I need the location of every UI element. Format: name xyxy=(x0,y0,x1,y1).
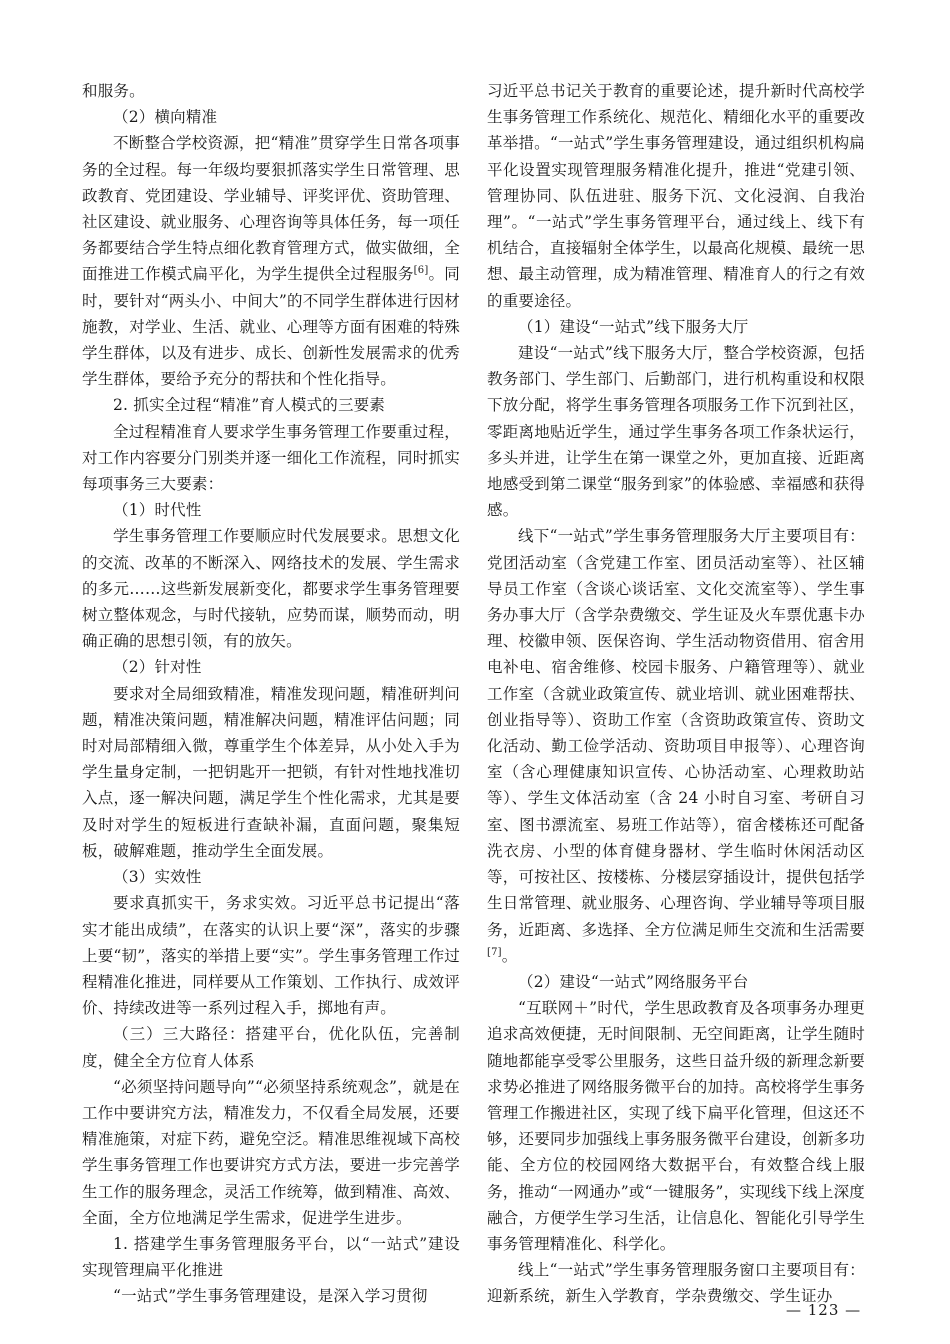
left-column xyxy=(82,78,460,1310)
paragraph: 和服务。 xyxy=(82,82,145,100)
subheading: （1）建设“一站式”线下服务大厅 xyxy=(518,317,749,336)
paragraph-text: 。 xyxy=(501,946,518,965)
subheading: 1. 搭建学生事务管理服务平台，以“一站式”建设实现管理扁平化推进 xyxy=(82,1234,460,1280)
subheading: 2. 抓实全过程“精准”育人模式的三要素 xyxy=(113,396,386,415)
paragraph xyxy=(82,130,460,392)
paragraph: “一站式”学生事务管理建设，是深入学习贯彻 xyxy=(113,1287,428,1306)
paragraph xyxy=(487,523,865,968)
paragraph-text: 不断整合学校资源，把“精准”贯穿学生日常各项事务的全过程。每一年级均要狠抓落实学生日常管理、思政教育、党团建设、学业辅导、评奖评优、资助管理、社区建设、就业服务、心理咨询等具体任务，每一项任务都要结合学生特点细化教育管理方式，做实做细，全面推进工作模式扁平化，为学生提供全过程服务 xyxy=(82,134,460,284)
citation-ref: [7] xyxy=(487,946,502,958)
subheading: （3）实效性 xyxy=(113,868,202,887)
citation-ref: [6] xyxy=(413,265,429,277)
paragraph: 要求对全局细致精准，精准发现问题，精准研判问题，精准决策问题，精准解决问题，精准评估问题；同时对局部精细入微，尊重学生个体差异，从小处入手为学生量身定制，一把钥匙开一把锁，有针对性地找准切入点，逐一解决问题，满足学生个性化需求，尤其是要及时对学生的短板进行查缺补漏，直面问题，聚集短板，破解难题，推动学生全面发展。 xyxy=(82,684,460,860)
subheading: （2）针对性 xyxy=(113,658,202,677)
subheading: （1）时代性 xyxy=(113,501,202,520)
paragraph: 线上“一站式”学生事务管理服务窗口主要项目有：迎新系统，新生入学教育，学杂费缴交、学生证办 xyxy=(487,1261,865,1306)
subheading: （2）横向精准 xyxy=(113,108,218,127)
paragraph: 学生事务管理工作要顺应时代发展要求。思想文化的交流、改革的不断深入、网络技术的发展、学生需求的多元……这些新发展新变化，都要求学生事务管理要树立整体观念，与时代接轨，应势而谋，顺势而动，明确正确的思想引领，有的放矢。 xyxy=(82,527,460,651)
section-heading: （三）三大路径：搭建平台，优化队伍，完善制度，健全全方位育人体系 xyxy=(82,1025,460,1070)
paragraph: “必须坚持问题导向”“必须坚持系统观念”，就是在工作中要讲究方法，精准发力，不仅看全局发展，还要精准施策，对症下药，避免空泛。精准思维视域下高校学生事务管理工作也要讲究方式方法，要进一步完善学生工作的服务理念，灵活工作统筹，做到精准、高效、全面，全方位地满足学生需求，促进学生进步。 xyxy=(82,1077,460,1227)
paragraph: “互联网＋”时代，学生思政教育及各项事务办理更追求高效便捷，无时间限制、无空间距离，让学生随时随地都能享受零公里服务，这些日益升级的新理念新要求势必推进了网络服务微平台的加持。高校将学生事务管理工作搬进社区，实现了线下扁平化管理，但这还不够，还要同步加强线上事务服务微平台建设，创新多功能、全方位的校园网络大数据平台，有效整合线上服务，推动“一网通办”或“一键服务”，实现线下线上深度融合，方便学生学习生活，让信息化、智能化引导学生事务管理精准化、科学化。 xyxy=(487,999,865,1253)
right-column xyxy=(487,78,865,1310)
page-number: — 123 — xyxy=(786,1301,862,1319)
paragraph-text: 。同时，要针对“两头小、中间大”的不同学生群体进行因材施教，对学业、生活、就业、心理等方面有困难的特殊学生群体，以及有进步、成长、创新性发展需求的优秀学生群体，要给予充分的帮扶和个性化指导。 xyxy=(82,265,461,389)
paragraph: 全过程精准育人要求学生事务管理工作要重过程，对工作内容要分门别类并逐一细化工作流程，同时抓实每项事务三大要素： xyxy=(82,422,460,494)
subheading: （2）建设“一站式”网络服务平台 xyxy=(518,972,749,991)
paragraph-text: 线下“一站式”学生事务管理服务大厅主要项目有：党团活动室（含党建工作室、团员活动室等）、社区辅导员工作室（含谈心谈话室、文化交流室等）、学生事务办事大厅（含学杂费缴交、学生证及火车票优惠卡办理、校徽申领、医保咨询、学生活动物资借用、宿舍用电补电、宿舍维修、校园卡服务、户籍管理等）、就业工作室（含就业政策宣传、就业培训、就业困难帮扶、创业指导等）、资助工作室（含资助政策宣传、资助文化活动、勤工俭学活动、资助项目申报等）、心理咨询室（含心理健康知识宣传、心协活动室、心理救助站等）、学生文体活动室（含 24 小时自习室、考研自习室、图书漂流室、易班工作站等），宿舍楼栋还可配备洗衣房、小型的体育健身器材、学生临时休闲活动区等，可按社区、按楼栋、分楼层穿插设计，提供包括学生日常管理、就业服务、心理咨询、学业辅导等项目服务，近距离、多选择、全方位满足师生交流和生活需要 xyxy=(487,527,865,939)
paragraph: 习近平总书记关于教育的重要论述，提升新时代高校学生事务管理工作系统化、规范化、精细化水平的重要改革举措。“一站式”学生事务管理建设，通过组织机构扁平化设置实现管理服务精准化提升，推进“党建引领、管理协同、队伍进驻、服务下沉、文化浸润、自我治理”。“一站式”学生事务管理平台，通过线上、线下有机结合，直接辐射全体学生，以最高化规模、最统一思想、最主动管理，成为精准管理、精准育人的行之有效的重要途径。 xyxy=(487,82,865,310)
paragraph: 要求真抓实干，务求实效。习近平总书记提出“落实才能出成绩”，在落实的认识上要“深”，落实的步骤上要“韧”，落实的举措上要“实”。学生事务管理工作过程精准化推进，同样要从工作策划、工作执行、成效评价、持续改进等一系列过程入手，掷地有声。 xyxy=(82,894,460,1018)
paragraph: 建设“一站式”线下服务大厅，整合学校资源，包括教务部门、学生部门、后勤部门，进行机构重设和权限下放分配，将学生事务管理各项服务工作下沉到社区，零距离地贴近学生，通过学生事务各项工作条状运行，多头并进，让学生在第一课堂之外，更加直接、近距离地感受到第二课堂“服务到家”的体验感、幸福感和获得感。 xyxy=(487,344,865,520)
